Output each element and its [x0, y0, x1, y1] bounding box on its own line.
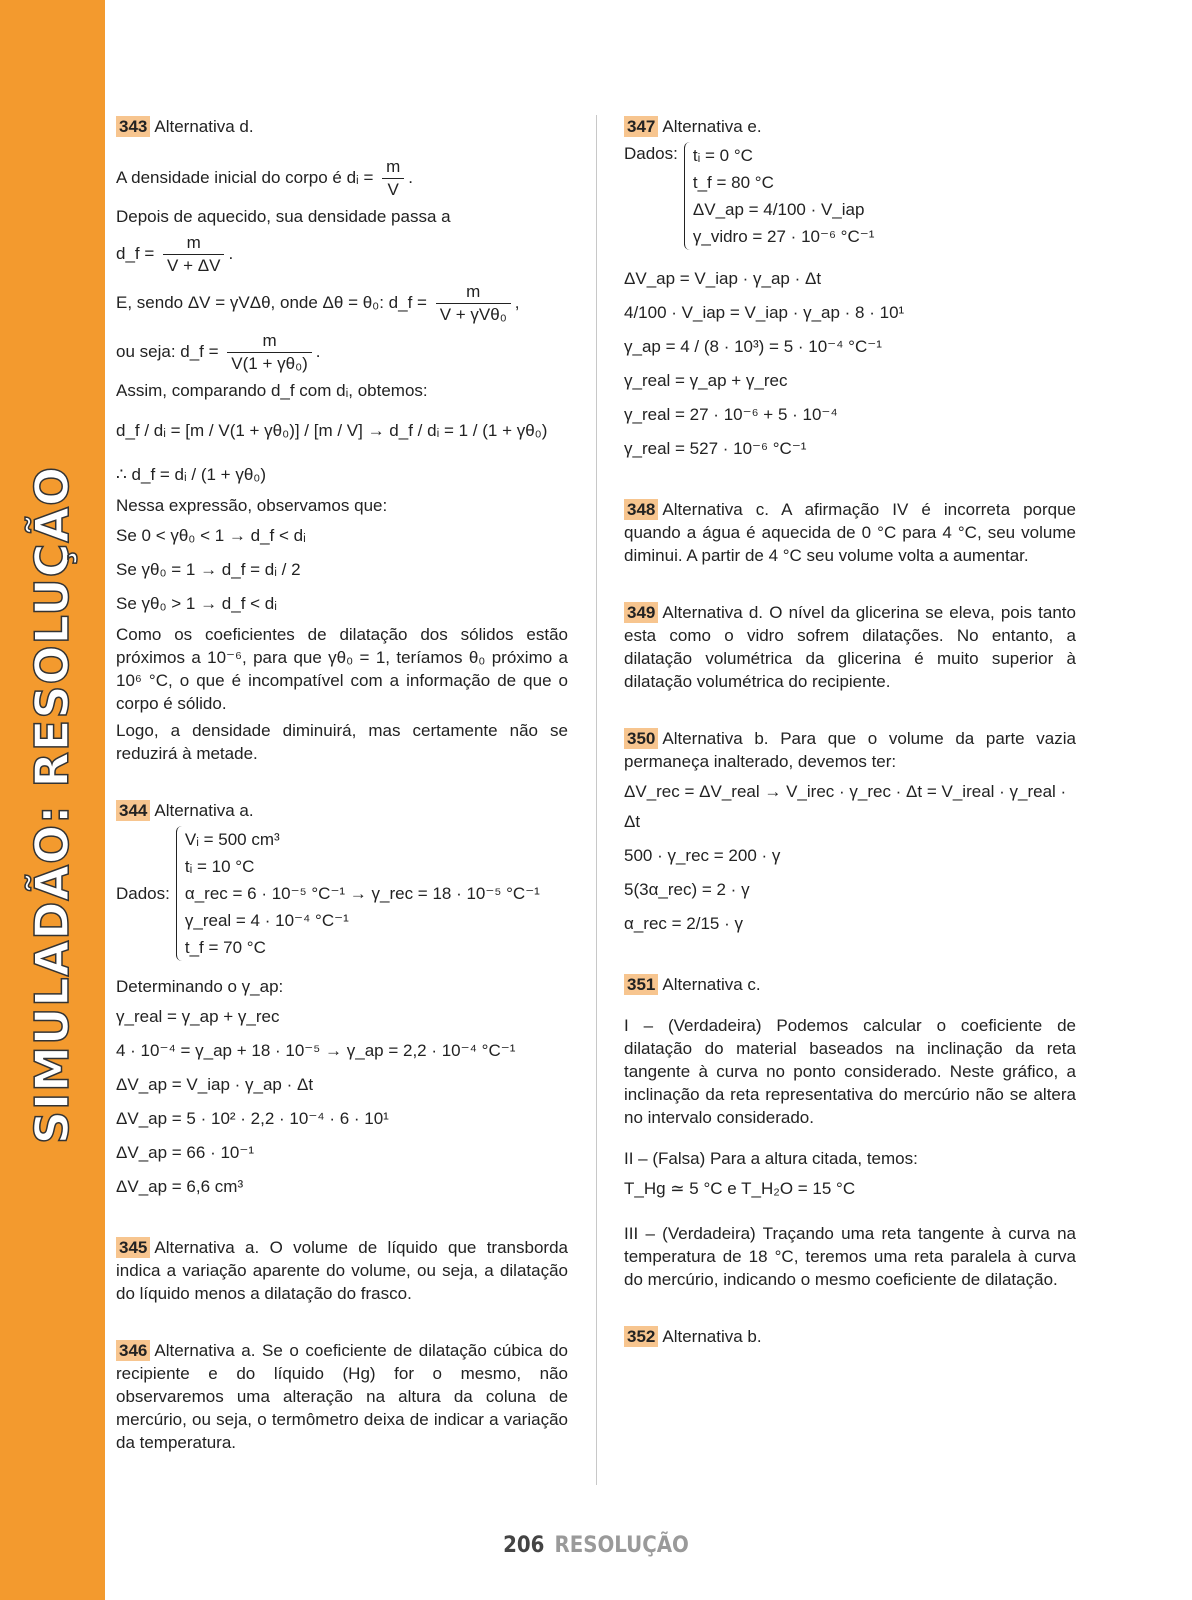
answer-label: Alternativa d.	[154, 117, 254, 136]
question-number: 345	[116, 1237, 150, 1258]
question-349	[624, 601, 1076, 693]
data-line: tᵢ = 0 °C	[692, 146, 753, 165]
left-column	[116, 115, 568, 1458]
data-block	[624, 142, 1076, 250]
data-line: tᵢ = 10 °C	[184, 857, 255, 876]
question-351	[624, 973, 1076, 1291]
question-352	[624, 1325, 1076, 1348]
text-line: Nessa expressão, observamos que:	[116, 496, 388, 515]
equation: ΔV_ap = V_iap · γ_ap · Δt	[624, 269, 822, 288]
data-line: γ_vidro = 27 · 10⁻⁶ °C⁻¹	[692, 227, 875, 246]
equation: T_Hg ≃ 5 °C e T_H₂O = 15 °C	[624, 1179, 856, 1198]
answer-label: Alternativa b.	[662, 729, 769, 748]
question-number: 349	[624, 602, 658, 623]
equation: γ_ap = 4 / (8 · 10³) = 5 · 10⁻⁴ °C⁻¹	[624, 337, 882, 356]
question-345	[116, 1236, 568, 1305]
question-number: 347	[624, 116, 658, 137]
equation: ΔV_ap = 5 · 10² · 2,2 · 10⁻⁴ · 6 · 10¹	[116, 1109, 389, 1128]
question-346	[116, 1339, 568, 1454]
fraction: $\frac{m}{V}$	[382, 156, 404, 201]
paragraph: I – (Verdadeira) Podemos calcular o coeficiente de dilatação do material baseados na inclinação da reta tangente à curva no ponto considerado. Neste gráfico, a inclinação da reta representativa do mercúrio não se altera no intervalo considerado.	[624, 1016, 1076, 1127]
data-label: Dados:	[116, 884, 170, 903]
question-347	[624, 115, 1076, 464]
question-number: 352	[624, 1326, 658, 1347]
equation: d_f / dᵢ = [m / V(1 + γθ₀)] / [m / V] → d_f / dᵢ = 1 / (1 + γθ₀)	[116, 421, 548, 440]
answer-label: Alternativa a.	[154, 1238, 260, 1257]
equation: Se γθ₀ = 1 → d_f = dᵢ / 2	[116, 560, 301, 579]
data-line: Vᵢ = 500 cm³	[184, 830, 280, 849]
answer-text: Se o coeficiente de dilatação cúbica do recipiente e do líquido (Hg) for o mesmo, não observaremos uma alteração na altura da coluna de mercúrio, ou seja, o termômetro deixa de indicar a variação da temperatura.	[116, 1341, 568, 1452]
question-number: 350	[624, 728, 658, 749]
question-number: 348	[624, 499, 658, 520]
equation: 500 · γ_rec = 200 · γ	[624, 846, 781, 865]
equation: ΔV_ap = 6,6 cm³	[116, 1177, 244, 1196]
answer-text: O nível da glicerina se eleva, pois tanto esta como o vidro sofrem dilatações. No entanto, a dilatação volumétrica da glicerina é muito superior à dilatação volumétrica do recipiente.	[624, 603, 1076, 691]
text-line: E, sendo ΔV = γVΔθ, onde Δθ = θ₀: d_f =	[116, 292, 427, 312]
equation: ΔV_ap = 66 · 10⁻¹	[116, 1143, 254, 1162]
equation: 4/100 · V_iap = V_iap · γ_ap · 8 · 10¹	[624, 303, 905, 322]
equation: γ_real = 27 · 10⁻⁶ + 5 · 10⁻⁴	[624, 405, 838, 424]
equation: 5(3α_rec) = 2 · γ	[624, 880, 750, 899]
fraction: $\frac{m}{V + \Delta V}$	[163, 232, 224, 277]
page-footer	[0, 1533, 1192, 1558]
footer-label: RESOLUÇÃO	[554, 1533, 689, 1558]
question-348	[624, 498, 1076, 567]
data-line: α_rec = 6 · 10⁻⁵ °C⁻¹ → γ_rec = 18 · 10⁻⁵ °C⁻¹	[184, 884, 540, 903]
question-350	[624, 727, 1076, 939]
answer-label: Alternativa a.	[154, 801, 254, 820]
equation: γ_real = 527 · 10⁻⁶ °C⁻¹	[624, 439, 807, 458]
answer-label: Alternativa b.	[662, 1327, 762, 1346]
text-line: Depois de aquecido, sua densidade passa a	[116, 207, 451, 226]
equation: ΔV_ap = V_iap · γ_ap · Δt	[116, 1075, 314, 1094]
page-number: 206	[503, 1533, 545, 1558]
text-line: Determinando o γ_ap:	[116, 977, 284, 996]
question-number: 343	[116, 116, 150, 137]
text-line: d_f =	[116, 243, 155, 263]
column-divider	[596, 115, 597, 1485]
equation: γ_real = γ_ap + γ_rec	[116, 1007, 280, 1026]
answer-text: A afirmação IV é incorreta porque quando a água é aquecida de 0 °C para 4 °C, seu volume diminui. A partir de 4 °C seu volume volta a aumentar.	[624, 500, 1077, 565]
answer-text: Para que o volume da parte vazia permaneça inalterado, devemos ter:	[624, 729, 1076, 771]
question-343: 343 Alternativa d. A densidade inicial do corpo é dᵢ = $\frac{m}{V}$ . Depois de aquecido, sua densidade passa a d_f = $\frac{m}{V + \Delta V}$ . E, sendo ΔV = γVΔθ, onde Δθ = θ₀: d_f = $\frac{m}{\text{V + γVθ₀}}$ , ou seja: d_f = $\frac{m}{\text{V(1 + γθ₀)}}$ . Assim, comparando d_f com dᵢ, obtemos: d_f / dᵢ = [m / V(1 + γθ₀)] / [m / V] → d_f / dᵢ = 1 / (1 + γθ₀) ∴ d_f = dᵢ / (1 + γθ₀) Nessa expressão, observamos que: Se 0 < γθ₀ < 1 → d_f < dᵢ Se γθ₀ = 1 → d_f = dᵢ / 2 Se γθ₀ > 1 → d_f < dᵢ Como os coeficientes de dilatação dos sólidos estão próximos a 10⁻⁶, para que γθ₀ = 1, teríamos θ₀ próximo a 10⁶ °C, o que é incompatível com a informação de que o corpo é sólido. Logo, a densidade diminuirá, mas certamente não se reduzirá à metade.	[116, 117, 568, 763]
question-344	[116, 799, 568, 1202]
equation: ∴ d_f = dᵢ / (1 + γθ₀)	[116, 465, 267, 484]
data-line: t_f = 70 °C	[184, 938, 266, 957]
text-line: A densidade inicial do corpo é dᵢ =	[116, 167, 374, 187]
text-line: Assim, comparando d_f com dᵢ, obtemos:	[116, 381, 428, 400]
question-number: 346	[116, 1340, 150, 1361]
equation: Se γθ₀ > 1 → d_f < dᵢ	[116, 594, 277, 613]
fraction: $\frac{m}{\text{V + γVθ₀}}$	[436, 281, 511, 326]
answer-label: Alternativa c.	[662, 500, 769, 519]
data-line: ΔV_ap = 4/100 · V_iap	[692, 200, 865, 219]
answer-label: Alternativa d.	[662, 603, 764, 622]
sidebar	[0, 0, 105, 1600]
data-line: γ_real = 4 · 10⁻⁴ °C⁻¹	[184, 911, 349, 930]
answer-label: Alternativa c.	[662, 975, 761, 994]
equation: ΔV_rec = ΔV_real → V_irec · γ_rec · Δt = V_ireal · γ_real · Δt	[624, 782, 1067, 831]
question-number: 344	[116, 800, 150, 821]
sidebar-title: SIMULADÃO: RESOLUÇÃO	[25, 465, 79, 1145]
equation: 4 · 10⁻⁴ = γ_ap + 18 · 10⁻⁵ → γ_ap = 2,2 · 10⁻⁴ °C⁻¹	[116, 1041, 516, 1060]
paragraph: Logo, a densidade diminuirá, mas certamente não se reduzirá à metade.	[116, 721, 568, 763]
equation: α_rec = 2/15 · γ	[624, 914, 743, 933]
paragraph: II – (Falsa) Para a altura citada, temos:	[624, 1149, 918, 1168]
paragraph: III – (Verdadeira) Traçando uma reta tangente à curva na temperatura de 18 °C, teremos uma reta paralela à curva do mercúrio, indicando o mesmo coeficiente de dilatação.	[624, 1224, 1076, 1289]
answer-label: Alternativa a.	[154, 1341, 256, 1360]
fraction: $\frac{m}{\text{V(1 + γθ₀)}}$	[227, 330, 312, 375]
question-number: 351	[624, 974, 658, 995]
answer-text: O volume de líquido que transborda indica a variação aparente do volume, ou seja, a dilatação do líquido menos a dilatação do frasco.	[116, 1238, 568, 1303]
right-column	[624, 115, 1076, 1352]
paragraph: Como os coeficientes de dilatação dos sólidos estão próximos a 10⁻⁶, para que γθ₀ = 1, teríamos θ₀ próximo a 10⁶ °C, o que é incompatível com a informação de que o corpo é sólido.	[116, 625, 568, 713]
data-label: Dados:	[624, 144, 678, 163]
text-line: ou seja: d_f =	[116, 341, 219, 361]
equation: Se 0 < γθ₀ < 1 → d_f < dᵢ	[116, 526, 306, 545]
answer-label: Alternativa e.	[662, 117, 762, 136]
equation: γ_real = γ_ap + γ_rec	[624, 371, 788, 390]
data-line: t_f = 80 °C	[692, 173, 774, 192]
data-block	[116, 826, 568, 961]
